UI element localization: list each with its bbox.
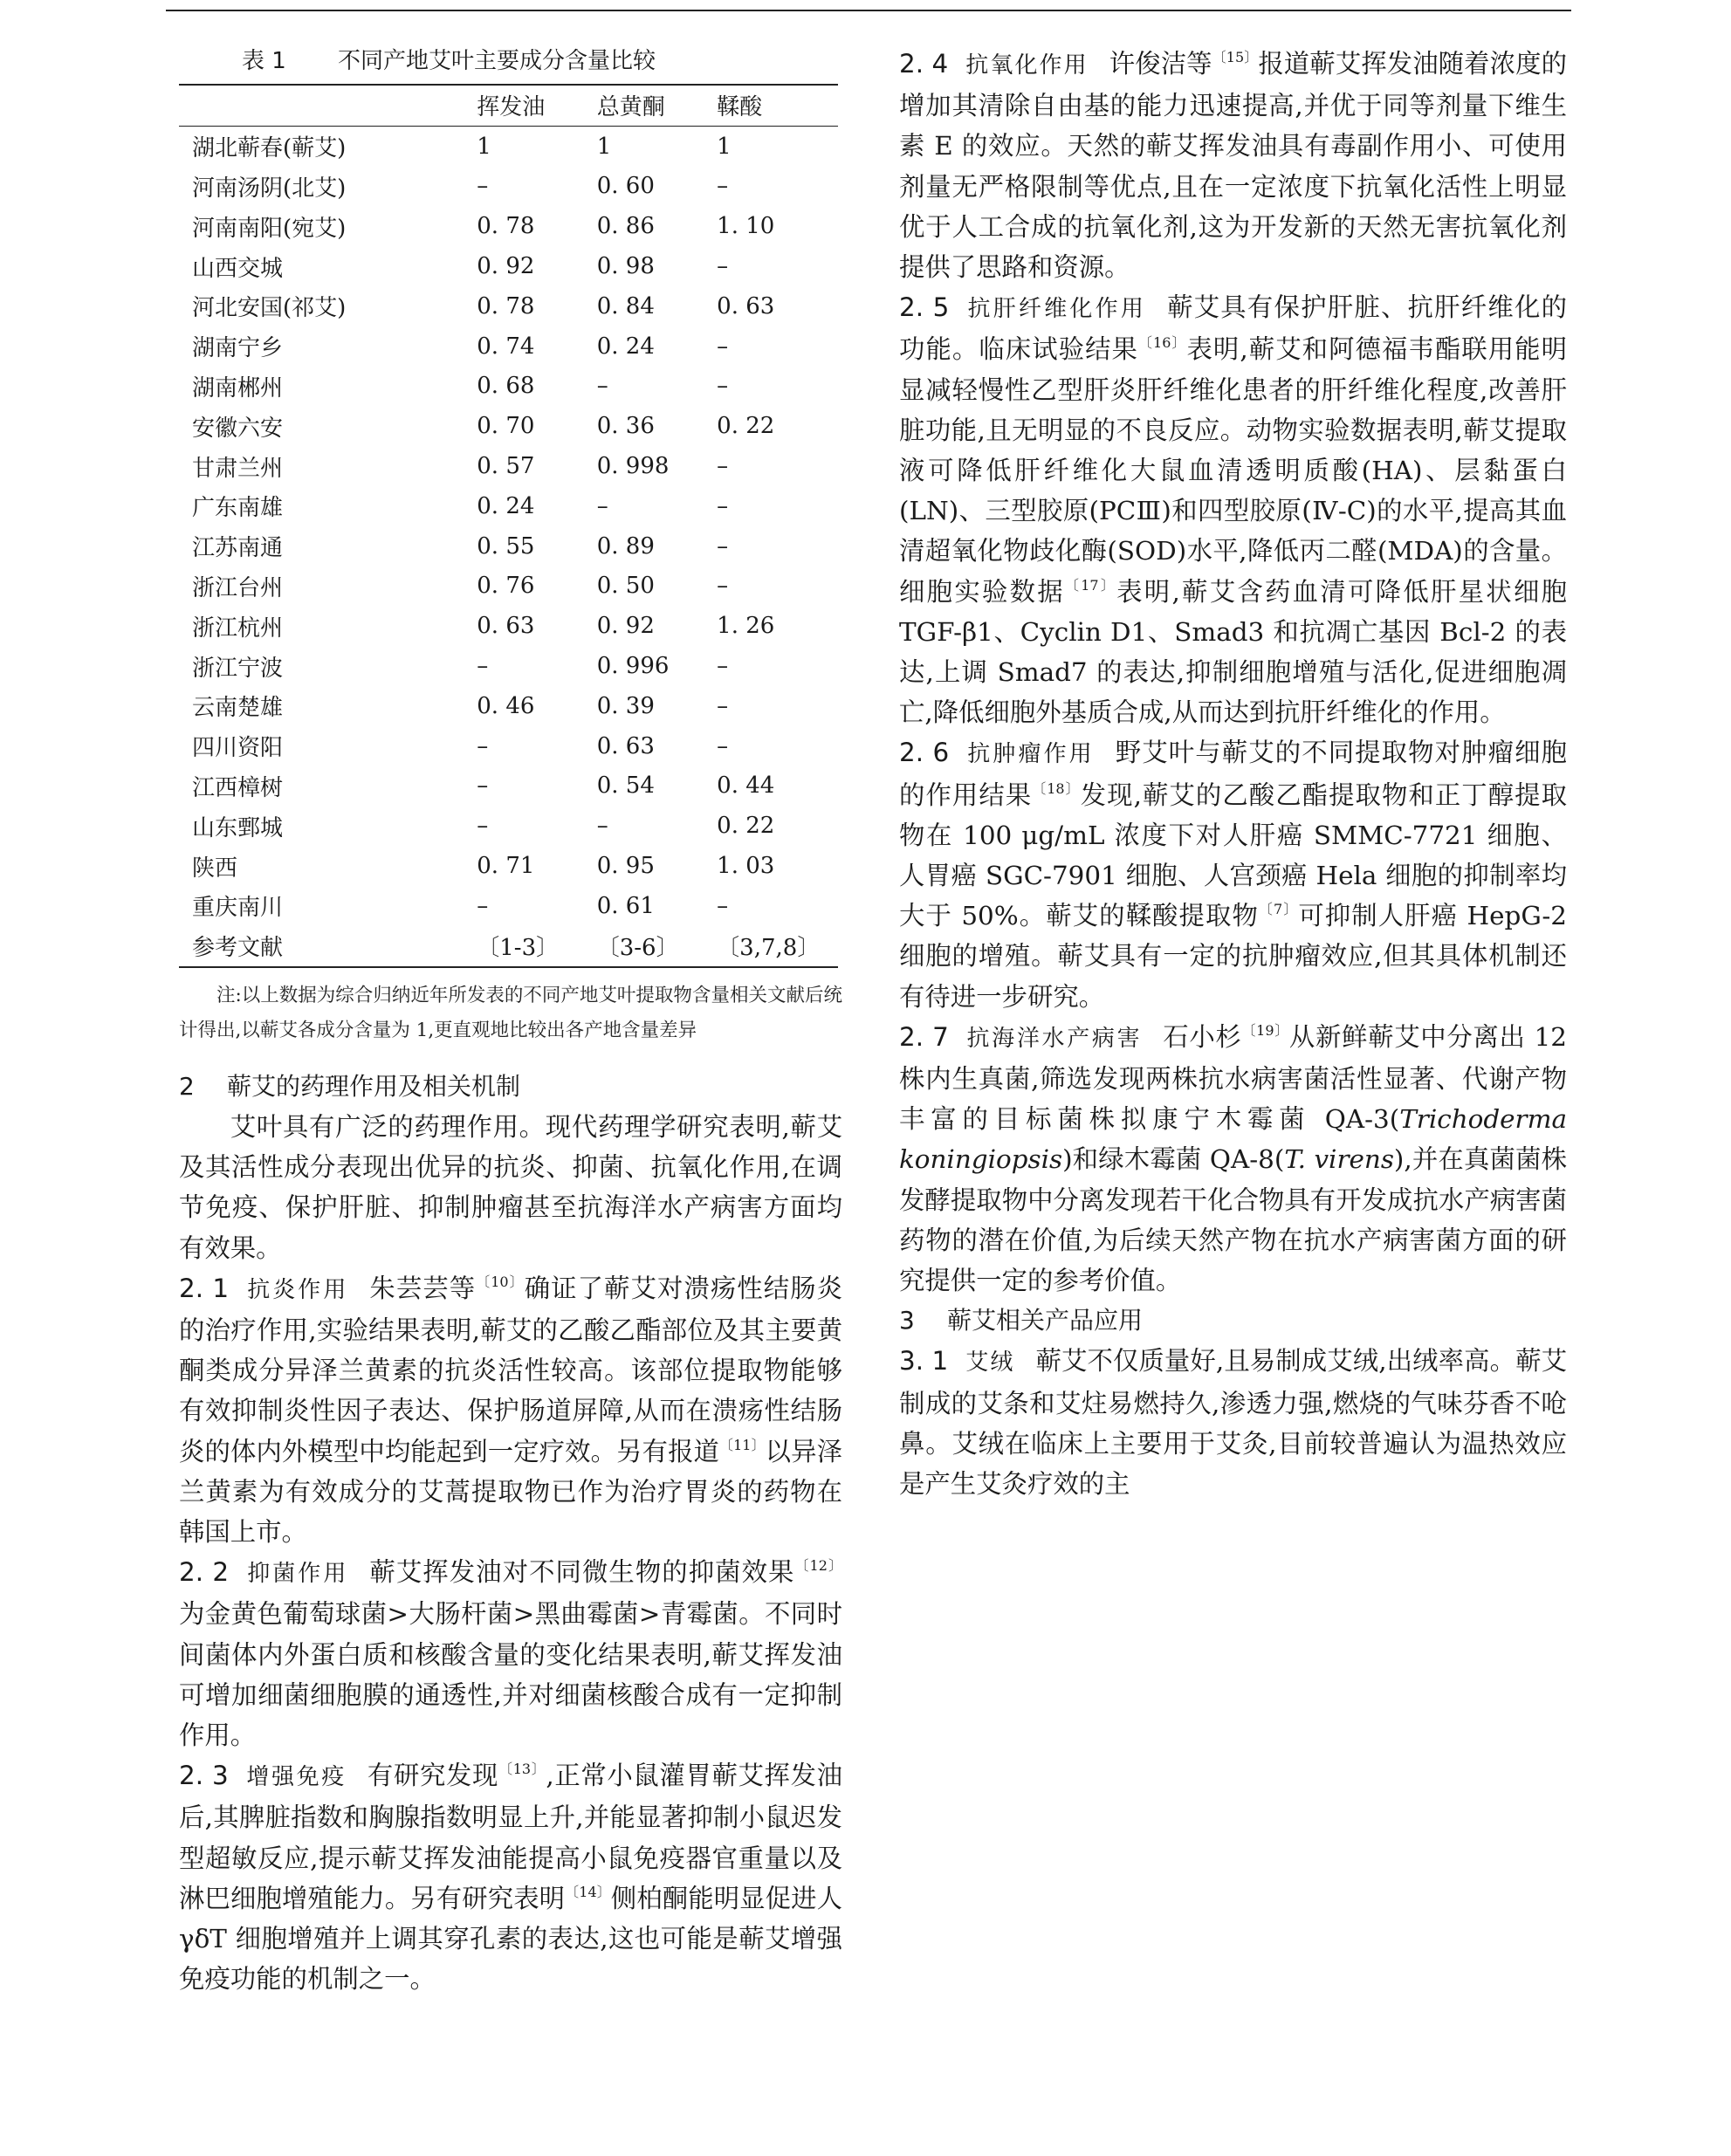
table-cell-total-flavone: 0. 54 <box>596 772 655 800</box>
table-row <box>179 566 838 607</box>
table-cell-total-flavone: 0. 84 <box>596 292 655 319</box>
table-cell-volatile-oil: – <box>477 772 489 800</box>
table-cell-region: 广东南雄 <box>192 495 284 522</box>
table-cell-tannin: 0. 44 <box>717 772 775 800</box>
content-comparison-table <box>179 84 838 968</box>
species-name: Trichoderma koningiopsis <box>899 1104 1567 1175</box>
header-rule <box>166 10 1571 11</box>
table-row <box>179 926 838 967</box>
table-cell-region: 河北安国(祁艾) <box>192 295 347 322</box>
subsection-2-2: 2. 2 抑菌作用 蕲艾挥发油对不同微生物的抑菌效果$^{〔12〕}$为金黄色葡萄球菌>大肠杆菌>黑曲霉菌>青霉菌。不同时间菌体内外蛋白质和核酸含量的变化结果表明,蕲艾挥发油可增加细菌细胞膜的通透性,并对细菌核酸合成有一定抑制作用。 <box>179 1557 842 1751</box>
section-number: 2 <box>179 1072 195 1102</box>
table-header-cell: 总黄酮 <box>596 94 665 121</box>
citation: 〔15〕 <box>1212 49 1259 65</box>
table-row <box>179 606 838 646</box>
table-cell-region: 江苏南通 <box>192 535 284 562</box>
table-cell-volatile-oil: 0. 71 <box>477 853 535 880</box>
table-row <box>179 286 838 326</box>
citation: 〔12〕 <box>794 1557 842 1575</box>
table-row <box>179 726 838 766</box>
table-cell-tannin: 1. 26 <box>717 613 775 640</box>
table-row <box>179 806 838 846</box>
species-name: T. virens <box>1284 1144 1394 1175</box>
table-cell-region: 山西交城 <box>192 255 284 282</box>
table-cell-tannin: – <box>717 573 729 600</box>
citation: 〔11〕 <box>719 1436 766 1453</box>
subsection-number: 3. 1 <box>899 1346 949 1377</box>
subsection-title: 抑菌作用 <box>246 1561 349 1588</box>
table-cell-tannin: – <box>717 453 729 480</box>
subsection-number: 2. 1 <box>179 1273 230 1303</box>
table-cell-tannin: – <box>717 653 729 680</box>
table-header-cell: 挥发油 <box>477 94 546 121</box>
subsection-2-4: 2. 4 抗氧化作用 许俊洁等$^{〔15〕}$报道蕲艾挥发油随着浓度的增加其清除自由基的能力迅速提高,并优于同等剂量下维生素 E 的效应。天然的蕲艾挥发油具有毒副作用小、可使用剂量无严格限制等优点,且在一定浓度下抗氧化活性上明显优于人工合成的抗氧化剂,这为开发新的天然无害抗氧化剂提供了思路和资源。 <box>899 49 1567 283</box>
subsection-2-6: 2. 6 抗肿瘤作用 野艾叶与蕲艾的不同提取物对肿瘤细胞的作用结果$^{〔18〕}$发现,蕲艾的乙酸乙酯提取物和正丁醇提取物在 100 μg/mL 浓度下对人肝癌 SMMC-7721 细胞、人胃癌 SGC-7901 细胞、人宫颈癌 Hela 细胞的抑制率均大于 50%。蕲艾的鞣酸提取物$^{〔7〕}$可抑制人肝癌 HepG-2 细胞的增殖。蕲艾具有一定的抗肿瘤效应,但其具体机制还有待进一步研究。 <box>899 738 1567 1012</box>
section-title: 蕲艾的药理作用及相关机制 <box>227 1072 521 1102</box>
table-cell-tannin: 0. 22 <box>717 413 775 440</box>
citation: 〔19〕 <box>1241 1021 1289 1039</box>
table-header-cell <box>179 85 477 126</box>
table-cell-total-flavone: 0. 61 <box>596 892 655 919</box>
table-cell-region: 安徽六安 <box>192 415 284 442</box>
section-2-intro: 艾叶具有广泛的药理作用。现代药理学研究表明,蕲艾及其活性成分表现出优异的抗炎、抑菌、抗氧化作用,在调节免疫、保护肝脏、抑制肿瘤甚至抗海洋水产病害方面均有效果。 <box>179 1112 842 1263</box>
subsection-3-1: 3. 1 艾绒 蕲艾不仅质量好,且易制成艾绒,出绒率高。蕲艾制成的艾条和艾炷易燃持久,渗透力强,燃烧的气味芬香不呛鼻。艾绒在临床上主要用于艾灸,目前较普遍认为温热效应是产生艾灸疗效的主 <box>899 1346 1567 1499</box>
table-cell-region: 陕西 <box>192 855 238 882</box>
table-cell-volatile-oil: 0. 24 <box>477 492 535 519</box>
table-cell-total-flavone: 0. 50 <box>596 573 655 600</box>
citation: 〔7〕 <box>1258 901 1299 918</box>
table-cell-volatile-oil: 0. 78 <box>477 292 535 319</box>
table-cell-total-flavone: 0. 996 <box>596 653 670 680</box>
subsection-2-7: 2. 7 抗海洋水产病害 石小杉$^{〔19〕}$从新鲜蕲艾中分离出 12 株内生真菌,筛选发现两株抗水病害菌活性显著、代谢产物丰富的目标菌株拟康宁木霉菌 QA-3(Trichoderma koningiopsis)和绿木霉菌 QA-8(T. virens),并在真菌菌株发酵提取物中分离发现若干化合物具有开发成抗水产病害菌药物的潜在价值,为后续天然产物在抗水产病害菌方面的研究提供一定的参考价值。 <box>899 1021 1567 1296</box>
citation: 〔17〕 <box>1064 576 1117 594</box>
table-row <box>179 367 838 407</box>
subsection-number: 2. 2 <box>179 1557 230 1588</box>
table-cell-total-flavone: 0. 998 <box>596 453 670 480</box>
table-cell-tannin: 0. 22 <box>717 813 775 840</box>
table-cell-region: 重庆南川 <box>192 895 284 922</box>
table-cell-total-flavone: 0. 36 <box>596 413 655 440</box>
table-row <box>179 167 838 207</box>
table-cell-region: 云南楚雄 <box>192 695 284 722</box>
table-cell-region: 浙江宁波 <box>192 655 284 682</box>
table-cell-total-flavone: 0. 95 <box>596 853 655 880</box>
subsection-title: 抗海洋水产病害 <box>965 1025 1143 1052</box>
table-cell-tannin: – <box>717 373 729 400</box>
table-cell-volatile-oil: 0. 57 <box>477 453 535 480</box>
table-cell-volatile-oil: – <box>477 892 489 919</box>
table-cell-tannin: – <box>717 253 729 280</box>
table-cell-total-flavone: 0. 39 <box>596 692 655 719</box>
table-row <box>179 486 838 526</box>
table-cell-total-flavone: – <box>596 492 608 519</box>
table-cell-total-flavone: 0. 89 <box>596 532 655 560</box>
table-cell-region: 四川资阳 <box>192 735 284 762</box>
table-row <box>179 206 838 246</box>
table-cell-total-flavone: 0. 92 <box>596 613 655 640</box>
table-cell-volatile-oil: – <box>477 732 489 759</box>
table-body <box>179 126 838 966</box>
table-cell-tannin: 1 <box>717 133 732 160</box>
table-cell-region: 湖北蕲春(蕲艾) <box>192 135 347 162</box>
section-2-heading <box>179 1067 842 1107</box>
citation: 〔10〕 <box>476 1273 525 1290</box>
table-cell-tannin: 〔3,7,8〕 <box>717 935 821 962</box>
table-cell-volatile-oil: – <box>477 813 489 840</box>
table-cell-volatile-oil: 0. 63 <box>477 613 535 640</box>
table-cell-region: 参考文献 <box>192 935 284 962</box>
subsection-number: 2. 6 <box>899 738 950 768</box>
subsection-title: 抗肝纤维化作用 <box>966 296 1147 323</box>
table-cell-volatile-oil: – <box>477 173 489 200</box>
table-cell-total-flavone: – <box>596 373 608 400</box>
table-cell-volatile-oil: 0. 46 <box>477 692 535 719</box>
table-cell-volatile-oil: 0. 76 <box>477 573 535 600</box>
table-cell-tannin: – <box>717 732 729 759</box>
table-note: 注:以上数据为综合归纳近年所发表的不同产地艾叶提取物含量相关文献后统计得出,以蕲艾各成分含量为 1,更直观地比较出各产地含量差异 <box>179 984 842 1041</box>
table-cell-tannin: – <box>717 333 729 360</box>
subsection-number: 2. 5 <box>899 292 950 323</box>
citation: 〔13〕 <box>498 1761 546 1778</box>
table-cell-region: 浙江台州 <box>192 574 284 601</box>
table-cell-volatile-oil: 1 <box>477 133 491 160</box>
subsection-number: 2. 3 <box>179 1761 229 1791</box>
subsection-number: 2. 4 <box>899 49 949 79</box>
table-row <box>179 246 838 286</box>
table-cell-total-flavone: 1 <box>596 133 612 160</box>
table-row <box>179 886 838 926</box>
table-cell-tannin: – <box>717 692 729 719</box>
table-cell-total-flavone: 0. 24 <box>596 333 655 360</box>
table-cell-region: 甘肃兰州 <box>192 455 284 482</box>
table-cell-tannin: – <box>717 892 729 919</box>
table-caption-title: 不同产地艾叶主要成分含量比较 <box>338 48 656 74</box>
citation: 〔16〕 <box>1137 334 1187 352</box>
table-cell-volatile-oil: 0. 70 <box>477 413 535 440</box>
section-number: 3 <box>899 1306 915 1335</box>
table-cell-region: 湖南郴州 <box>192 374 284 402</box>
table-cell-region: 河南南阳(宛艾) <box>192 215 347 242</box>
citation: 〔14〕 <box>565 1883 611 1900</box>
subsection-2-1: 2. 1 抗炎作用 朱芸芸等$^{〔10〕}$确证了蕲艾对溃疡性结肠炎的治疗作用,实验结果表明,蕲艾的乙酸乙酯部位及其主要黄酮类成分异泽兰黄素的抗炎活性较高。该部位提取物能够有效抑制炎性因子表达、保护肠道屏障,从而在溃疡性结肠炎的体内外模型中均能起到一定疗效。另有报道$^{〔11〕}$以异泽兰黄素为有效成分的艾蒿提取物已作为治疗胃炎的药物在韩国上市。 <box>179 1273 843 1548</box>
subsection-title: 艾绒 <box>965 1349 1015 1377</box>
table-cell-volatile-oil: 0. 55 <box>477 532 535 560</box>
table-cell-region: 江西樟树 <box>192 774 284 801</box>
table-cell-region: 河南汤阴(北艾) <box>192 175 347 202</box>
table-row <box>179 686 838 726</box>
table-cell-volatile-oil: 0. 78 <box>477 213 535 240</box>
table-cell-region: 浙江杭州 <box>192 615 284 642</box>
section-title: 蕲艾相关产品应用 <box>947 1306 1144 1335</box>
left-column <box>179 44 842 2000</box>
right-column <box>899 44 1567 1504</box>
table-row <box>179 846 838 886</box>
table-cell-tannin: – <box>717 532 729 560</box>
table-cell-tannin: – <box>717 173 729 200</box>
table-row <box>179 126 838 166</box>
subsection-title: 抗炎作用 <box>246 1276 349 1303</box>
table-cell-volatile-oil: – <box>477 653 489 680</box>
table-header-cell: 鞣酸 <box>717 94 763 121</box>
table-caption-number: 表 1 <box>242 48 286 74</box>
table-cell-volatile-oil: 〔1-3〕 <box>477 935 560 962</box>
subsection-2-5: 2. 5 抗肝纤维化作用 蕲艾具有保护肝脏、抗肝纤维化的功能。临床试验结果$^{〔16〕}$表明,蕲艾和阿德福韦酯联用能明显减轻慢性乙型肝炎肝纤维化患者的肝纤维化程度,改善肝脏功能,且无明显的不良反应。动物实验数据表明,蕲艾提取液可降低肝纤维化大鼠血清透明质酸(HA)、层黏蛋白(LN)、三型胶原(PCⅢ)和四型胶原(Ⅳ-C)的水平,提高其血清超氧化物歧化酶(SOD)水平,降低丙二醛(MDA)的含量。细胞实验数据$^{〔17〕}$表明,蕲艾含药血清可降低肝星状细胞 TGF-β1、Cyclin D1、Smad3 和抗凋亡基因 Bcl-2 的表达,上调 Smad7 的表达,抑制细胞增殖与活化,促进细胞凋亡,降低细胞外基质合成,从而达到抗肝纤维化的作用。 <box>899 292 1567 728</box>
table-cell-total-flavone: 〔3-6〕 <box>596 935 679 962</box>
table-row <box>179 406 838 446</box>
citation: 〔18〕 <box>1032 779 1081 797</box>
table-header-row <box>179 85 838 126</box>
table-row <box>179 526 838 566</box>
table-cell-total-flavone: 0. 86 <box>596 213 655 240</box>
table-row <box>179 766 838 807</box>
table-cell-volatile-oil: 0. 92 <box>477 253 535 280</box>
subsection-title: 抗氧化作用 <box>965 52 1089 79</box>
table-row <box>179 446 838 486</box>
table-cell-total-flavone: 0. 98 <box>596 253 655 280</box>
table-row <box>179 326 838 367</box>
table-cell-total-flavone: – <box>596 813 608 840</box>
table-caption <box>179 44 842 79</box>
table-cell-region: 山东鄄城 <box>192 814 284 841</box>
table-cell-tannin: 1. 10 <box>717 213 775 240</box>
table-cell-region: 湖南宁乡 <box>192 335 284 362</box>
table-cell-volatile-oil: 0. 74 <box>477 333 535 360</box>
table-cell-total-flavone: 0. 60 <box>596 173 655 200</box>
table-row <box>179 646 838 686</box>
table-cell-volatile-oil: 0. 68 <box>477 373 535 400</box>
subsection-title: 增强免疫 <box>245 1764 347 1791</box>
subsection-title: 抗肿瘤作用 <box>966 741 1095 768</box>
subsection-number: 2. 7 <box>899 1021 949 1052</box>
subsection-2-3: 2. 3 增强免疫 有研究发现$^{〔13〕}$,正常小鼠灌胃蕲艾挥发油后,其脾脏指数和胸腺指数明显上升,并能显著抑制小鼠迟发型超敏反应,提示蕲艾挥发油能提高小鼠免疫器官重量以及淋巴细胞增殖能力。另有研究表明$^{〔14〕}$侧柏酮能明显促进人 γδT 细胞增殖并上调其穿孔素的表达,这也可能是蕲艾增强免疫功能的机制之一。 <box>179 1761 843 1995</box>
table-cell-tannin: – <box>717 492 729 519</box>
table-cell-tannin: 1. 03 <box>717 853 775 880</box>
section-3-heading <box>899 1301 1567 1341</box>
table-cell-tannin: 0. 63 <box>717 292 775 319</box>
table-cell-total-flavone: 0. 63 <box>596 732 655 759</box>
